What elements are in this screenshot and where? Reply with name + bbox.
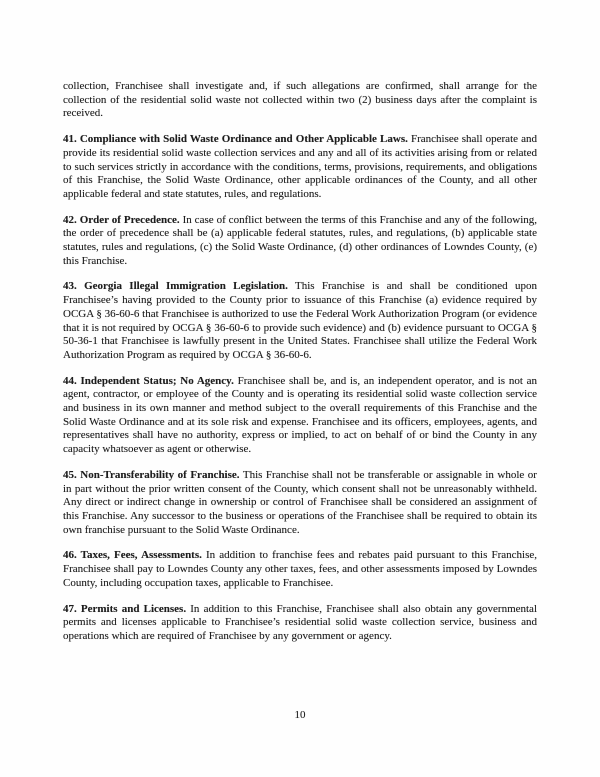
page-content: [63, 80, 537, 644]
section-45-heading: 45. Non-Transferability of Franchise.: [63, 468, 240, 481]
section-44-body: Franchisee shall be, and is, an independent operator, and is not an agent, contractor, or employee of the County and is operating its residential solid waste collection service and business in its own manner and method subject to the overall requirements of this Franchise and the Solid Waste Ordinance and at its sole risk and expense. Franchisee and its officers, employees, agents, and representatives shall have no authority, express or implied, to act on behalf of or bind the County in any capacity whatsoever as agent or otherwise.: [63, 374, 538, 456]
section-42-heading: 42. Order of Precedence.: [63, 213, 180, 226]
section-42-paragraph: [63, 214, 537, 269]
section-42-body: In case of conflict between the terms of this Franchise and any of the following, the order of precedence shall be (a) applicable federal statutes, rules, and regulations, (b) applicable state statutes, rules and regulations, (c) the Solid Waste Ordinance, (d) other ordinances of Lowndes County, (e) this Franchise.: [63, 213, 538, 267]
section-46-body: In addition to franchise fees and rebates paid pursuant to this Franchise, Franchisee shall pay to Lowndes County any other taxes, fees, and other assessments imposed by Lowndes County, including occupation taxes, applicable to Franchisee.: [63, 549, 537, 589]
section-43-body: This Franchise is and shall be conditioned upon Franchisee’s having provided to the County prior to issuance of this Franchise (a) evidence required by OCGA § 36-60-6 that Franchisee is authorized to use the Federal Work Authorization Program (or evidence that it is not required by OCGA § 36-60-6 to provide such evidence) and (b) evidence pursuant to OCGA § 50-36-1 that Franchisee is lawfully present in the United States. Franchisee shall utilize the Federal Work Authorization Program as required by OCGA § 36-60-6.: [63, 280, 537, 361]
section-47-paragraph: [63, 603, 537, 644]
section-41-paragraph: [63, 133, 537, 202]
section-46-heading: 46. Taxes, Fees, Assessments.: [63, 549, 202, 562]
paragraph-body: collection, Franchisee shall investigate and, if such allegations are confirmed, shall arrange for the collection of the residential solid waste not collected within two (2) business days after the complaint is received.: [63, 80, 537, 120]
section-41-body: Franchisee shall operate and provide its residential solid waste collection services and any and all of its activities arising from or related to such services strictly in accordance with the conditions, terms, provisions, requirements, and obligations of this Franchise, the Solid Waste Ordinance, other applicable ordinances of the County, and all other applicable federal and state statutes, rules, and regulations.: [63, 133, 538, 200]
section-45-body: This Franchise shall not be transferable or assignable in whole or in part without the prior written consent of the County, which consent shall not be unreasonably withheld. Any direct or indirect change in ownership or control of Franchisee shall be considered an assignment of this Franchise. Any successor to the business or operations of the Franchisee shall be required to obtain its own franchise pursuant to the Solid Waste Ordinance.: [63, 468, 537, 536]
section-46-paragraph: [63, 549, 537, 590]
section-47-body: In addition to this Franchise, Franchisee shall also obtain any governmental permits and licenses applicable to Franchisee’s residential solid waste collection service, business and operations which are required of Franchisee by any government or agency.: [63, 602, 537, 642]
section-44-paragraph: [63, 375, 537, 457]
section-47-heading: 47. Permits and Licenses.: [63, 602, 187, 615]
section-45-paragraph: [63, 469, 537, 538]
section-41-heading: 41. Compliance with Solid Waste Ordinance and Other Applicable Laws.: [63, 133, 408, 146]
section-43-paragraph: [63, 280, 537, 362]
paragraph-40-continuation: [63, 80, 537, 121]
section-43-heading: 43. Georgia Illegal Immigration Legislation.: [63, 280, 288, 293]
page-number: 10: [294, 709, 306, 721]
section-44-heading: 44. Independent Status; No Agency.: [63, 374, 234, 387]
